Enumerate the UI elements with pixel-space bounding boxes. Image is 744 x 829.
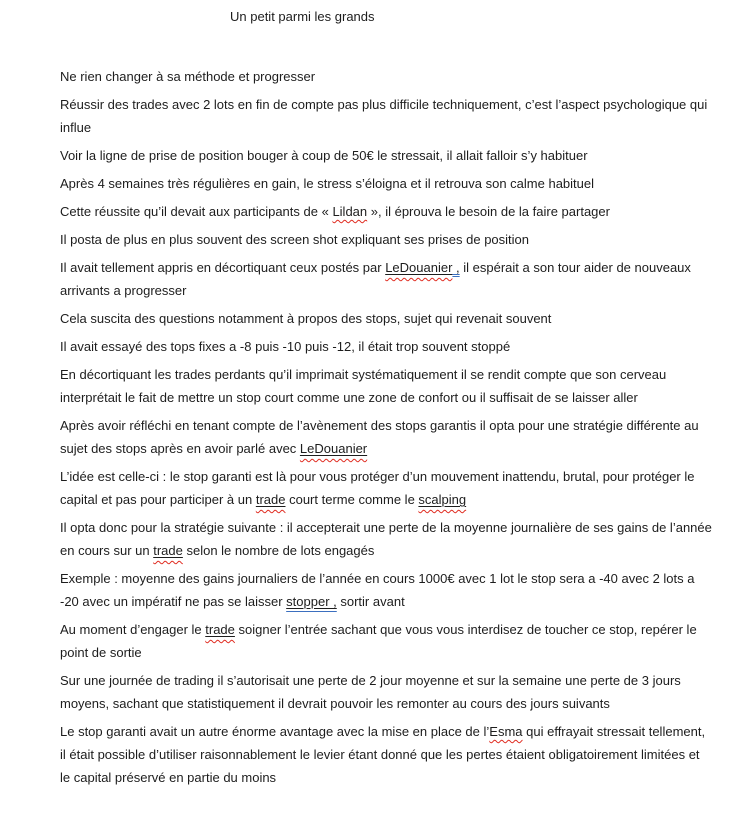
underlined-spellcheck-word — [256, 492, 286, 507]
text-run: Sur une journée de trading il s’autorisait une perte de 2 jour moyenne et sur la semaine une perte de 3 jours moyens, sachant que statistiquement il devrait pouvoir les remonter au cours des jours suivants — [60, 673, 681, 711]
spell-underline: scalping — [418, 492, 467, 507]
underlined-spellcheck-word — [205, 622, 235, 637]
text-run: En décortiquant les trades perdants qu’il imprimait systématiquement il se rendit compte que son cerveau interprétait le fait de mettre un stop court comme une zone de confort ou il suffisait de se laisser aller — [60, 367, 667, 405]
spell-underline: trade — [153, 543, 183, 558]
paragraph — [60, 618, 712, 664]
text-run: Cela suscita des questions notamment à propos des stops, sujet qui revenait souvent — [60, 311, 552, 326]
paragraph — [60, 172, 712, 195]
text-run: selon le nombre de lots engagés — [182, 543, 375, 558]
text-run: Au moment d’engager le — [60, 622, 206, 637]
grammar-underline: stopper , — [286, 594, 337, 609]
paragraph — [60, 335, 712, 358]
spellcheck-marked-word: Lildan — [332, 204, 368, 219]
paragraph — [60, 720, 712, 789]
spellcheck-marked-word: Esma — [489, 724, 523, 739]
paragraph — [60, 200, 712, 223]
paragraph — [60, 307, 712, 330]
text-run: sortir avant — [336, 594, 405, 609]
document-title: Un petit parmi les grands — [230, 9, 375, 24]
document-body — [60, 65, 712, 789]
text-run: Il posta de plus en plus souvent des screen shot expliquant ses prises de position — [60, 232, 530, 247]
paragraph — [60, 567, 712, 613]
paragraph — [60, 669, 712, 715]
spell-underline: trade — [205, 622, 235, 637]
text-run: », il éprouva le besoin de la faire partager — [367, 204, 610, 219]
text-run: Réussir des trades avec 2 lots en fin de compte pas plus difficile techniquement, c’est l’aspect psychologique qui influe — [60, 97, 708, 135]
text-run: Cette réussite qu’il devait aux participants de « — [60, 204, 333, 219]
paragraph — [60, 414, 712, 460]
paragraph — [60, 465, 712, 511]
text-run: Après 4 semaines très régulières en gain, le stress s’éloigna et il retrouva son calme habituel — [60, 176, 594, 191]
paragraph — [60, 93, 712, 139]
grammar-marked-word: , — [452, 260, 460, 275]
underlined-spellcheck-word — [300, 441, 367, 456]
text-run: qui effrayait stressait tellement, il était possible d’utiliser raisonnablement le levier étant donné que les pertes étaient obligatoirement limitées et le capital préservé en partie du moins — [60, 724, 706, 785]
paragraph — [60, 256, 712, 302]
underlined-spellcheck-word — [418, 492, 466, 507]
text-run: Exemple : moyenne des gains journaliers de l’année en cours 1000€ avec 1 lot le stop sera a -40 avec 2 lots a -20 avec un impératif ne pas se laisser — [60, 571, 695, 609]
paragraph — [60, 144, 712, 167]
paragraph — [60, 228, 712, 251]
text-run: court terme comme le — [285, 492, 419, 507]
text-run: Voir la ligne de prise de position bouger à coup de 50€ le stressait, il allait falloir s’y habituer — [60, 148, 588, 163]
text-run: Le stop garanti avait un autre énorme avantage avec la mise en place de l’ — [60, 724, 490, 739]
spell-underline: trade — [255, 492, 286, 507]
underlined-spellcheck-word — [385, 260, 452, 275]
text-run: Il opta donc pour la stratégie suivante : il accepterait une perte de la moyenne journalière de ses gains de l’année en cours sur un — [60, 520, 712, 558]
underlined-spellcheck-word — [153, 543, 183, 558]
spell-underline: LeDouanier — [299, 441, 368, 456]
text-run: L’idée est celle-ci : le stop garanti est là pour vous protéger d’un mouvement inattendu, brutal, pour protéger le capital et pas pour participer à un — [60, 469, 695, 507]
text-run: Il avait tellement appris en décortiquant ceux postés par — [60, 260, 386, 275]
text-run: Ne rien changer à sa méthode et progresser — [60, 69, 316, 84]
text-run: soigner l’entrée sachant que vous vous interdisez de toucher ce stop, repérer le point de sortie — [60, 622, 697, 660]
text-run: il espérait a son tour aider de nouveaux arrivants a progresser — [60, 260, 691, 298]
paragraph — [60, 516, 712, 562]
underlined-grammar-word — [286, 594, 337, 609]
paragraph — [60, 363, 712, 409]
text-run: Il avait essayé des tops fixes a -8 puis -10 puis -12, il était trop souvent stoppé — [60, 339, 511, 354]
text-run: Après avoir réfléchi en tenant compte de l’avènement des stops garantis il opta pour une stratégie différente au sujet des stops après en avoir parlé avec — [60, 418, 699, 456]
paragraph — [60, 65, 712, 88]
spell-underline: LeDouanier — [385, 260, 453, 275]
